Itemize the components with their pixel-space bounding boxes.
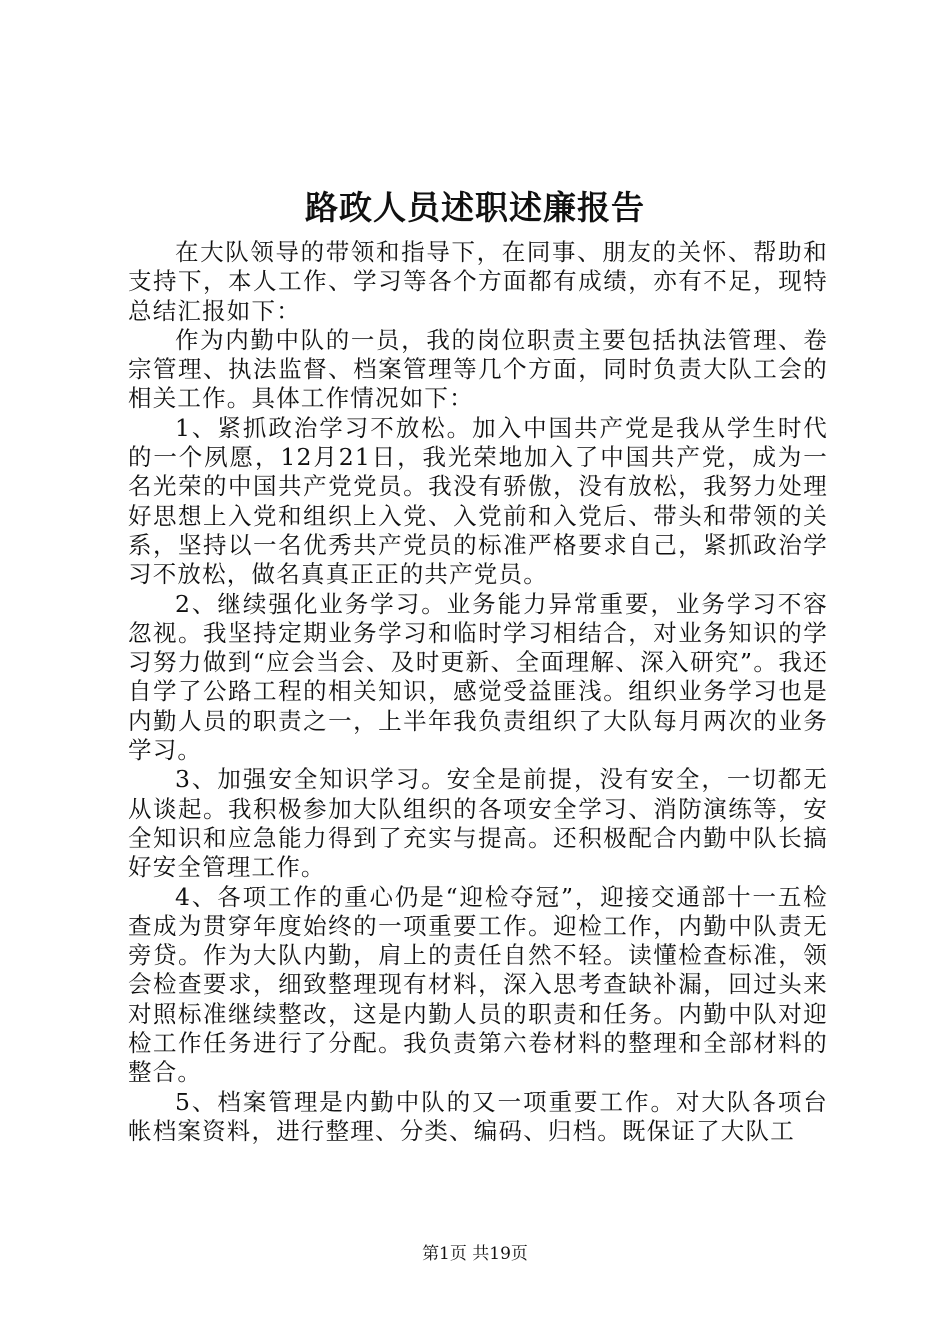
document-body bbox=[128, 238, 828, 1146]
paragraph-item-5: 5、档案管理是内勤中队的又一项重要工作。对大队各项台帐档案资料，进行整理、分类、编码、归档。既保证了大队工 bbox=[128, 1087, 828, 1145]
document-title: 路政人员述职述廉报告 bbox=[305, 188, 645, 227]
page-number-footer: 第1页 共19页 bbox=[422, 1244, 528, 1264]
paragraph-item-1: 1、紧抓政治学习不放松。加入中国共产党是我从学生时代的一个夙愿，12月21日，我光荣地加入了中国共产党，成为一名光荣的中国共产党党员。我没有骄傲，没有放松，我努力处理好思想上入党和组织上入党、入党前和入党后、带头和带领的关系，坚持以一名优秀共产党员的标准严格要求自己，紧抓政治学习不放松，做名真真正正的共产党员。 bbox=[128, 413, 828, 589]
paragraph-item-4: 4、各项工作的重心仍是“迎检夺冠”，迎接交通部十一五检查成为贯穿年度始终的一项重要工作。迎检工作，内勤中队责无旁贷。作为大队内勤，肩上的责任自然不轻。读懂检查标准，领会检查要求，细致整理现有材料，深入思考查缺补漏，回过头来对照标准继续整改，这是内勤人员的职责和任务。内勤中队对迎检工作任务进行了分配。我负责第六卷材料的整理和全部材料的整合。 bbox=[128, 882, 828, 1087]
paragraph-item-2: 2、继续强化业务学习。业务能力异常重要，业务学习不容忽视。我坚持定期业务学习和临时学习相结合，对业务知识的学习努力做到“应会当会、及时更新、全面理解、深入研究”。我还自学了公路工程的相关知识，感觉受益匪浅。组织业务学习也是内勤人员的职责之一，上半年我负责组织了大队每月两次的业务学习。 bbox=[128, 589, 828, 765]
paragraph-duties: 作为内勤中队的一员，我的岗位职责主要包括执法管理、卷宗管理、执法监督、档案管理等几个方面，同时负责大队工会的相关工作。具体工作情况如下： bbox=[128, 325, 828, 413]
paragraph-intro: 在大队领导的带领和指导下，在同事、朋友的关怀、帮助和支持下，本人工作、学习等各个方面都有成绩，亦有不足，现特总结汇报如下： bbox=[128, 238, 828, 325]
paragraph-item-3: 3、加强安全知识学习。安全是前提，没有安全，一切都无从谈起。我积极参加大队组织的各项安全学习、消防演练等，安全知识和应急能力得到了充实与提高。还积极配合内勤中队长搞好安全管理工作。 bbox=[128, 765, 828, 882]
